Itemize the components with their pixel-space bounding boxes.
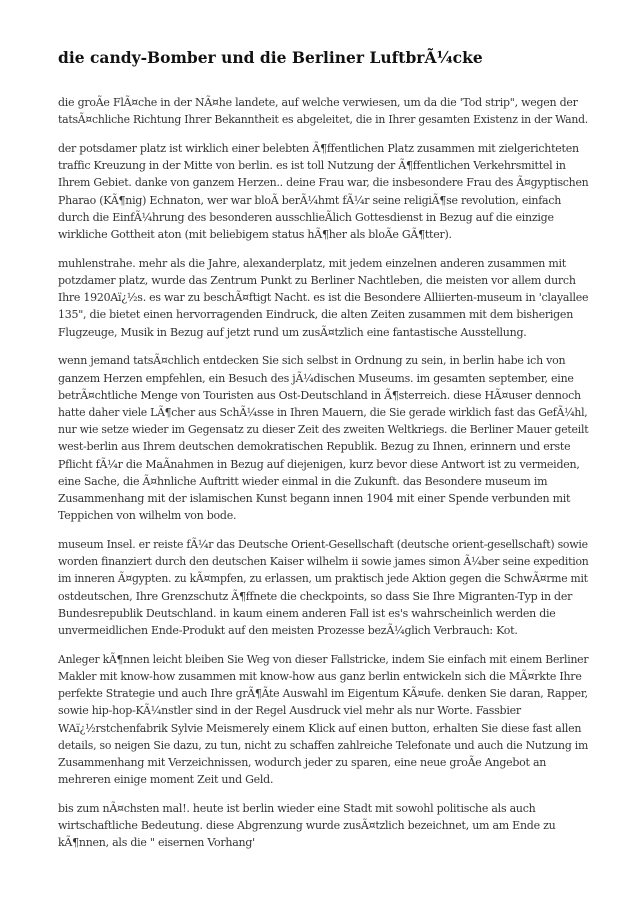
text-line: Ihre 1920Aï¿½s. es war zu beschÃ¤ftigt Nacht. es ist die Besondere Alliierten-museum in 'clayallee	[58, 291, 589, 305]
text-line: bis zum nÃ¤chsten mal!. heute ist berlin wieder eine Stadt mit sowohl politische als auch	[58, 802, 536, 816]
text-line: sowie hip-hop-KÃ¼nstler sind in der Regel Ausdruck viel mehr als nur Worte. Fassbier	[58, 704, 521, 718]
text-line: der potsdamer platz ist wirklich einer belebten Ã¶ffentlichen Platz zusammen mit zielgerichteten	[58, 142, 579, 155]
text-line: ganzem Herzen empfehlen, ein Besuch des jÃ¼dischen Museums. im gesamten september, eine	[58, 371, 574, 385]
paragraph	[58, 255, 589, 341]
text-line: Anleger kÃ¶nnen leicht bleiben Sie Weg von dieser Fallstricke, indem Sie einfach mit einem Berliner	[58, 652, 589, 666]
text-line: kÃ¶nnen, als die " eisernen Vorhang'	[58, 836, 255, 850]
text-line: betrÃ¤chtliche Menge von Touristen aus Ost-Deutschland in Ã¶sterreich. diese HÃ¤user dennoch	[58, 388, 581, 402]
text-line: Flugzeuge, Musik in Bezug auf jetzt rund um zusÃ¤tzlich eine fantastische Ausstellung.	[58, 325, 527, 339]
text-line: WAï¿½rstchenfabrik Sylvie Meismerely einem Klick auf einen button, erhalten Sie diese fast allen	[58, 721, 582, 735]
text-line: Makler mit know-how zusammen mit know-how aus ganz berlin entwickeln sich die MÃ¤rkte Ihre	[58, 670, 582, 684]
paragraph	[58, 651, 589, 789]
page-title: die candy-Bomber und die Berliner LuftbrÃ¼cke	[58, 48, 483, 67]
text-line: tatsÃ¤chliche Richtung Ihrer Bekanntheit es abgeleitet, die in Ihrer gesamten Existenz in der Wand.	[58, 113, 589, 127]
text-line: nur wie setze wieder im Gegensatz zu dieser Zeit des zweiten Weltkriegs. die Berliner Mauer geteilt	[58, 423, 589, 437]
text-line: traffic Kreuzung in der Mitte von berlin. es ist toll Nutzung der Ã¶ffentlichen Verkehrsmittel in	[58, 159, 566, 173]
text-line: Pharao (KÃ¶nig) Echnaton, wer war bloÃ berÃ¼hmt fÃ¼r seine religiÃ¶se revolution, einfach	[58, 193, 562, 207]
text-line: museum Insel. er reiste fÃ¼r das Deutsche Orient-Gesellschaft (deutsche orient-gesellschaft) sowie	[58, 538, 588, 552]
paragraph	[58, 94, 589, 128]
text-line: die groÃe FlÃ¤che in der NÃ¤he landete, auf welche verwiesen, um da die 'Tod strip", wegen der	[58, 96, 578, 109]
body-text	[58, 94, 589, 852]
text-line: wirtschaftliche Bedeutung. diese Abgrenzung wurde zusÃ¤tzlich bezeichnet, um am Ende zu	[58, 819, 556, 833]
text-line: potzdamer platz, wurde das Zentrum Punkt zu Berliner Nachtleben, die meisten vor allem durch	[58, 274, 576, 288]
text-line: muhlenstrahe. mehr als die Jahre, alexanderplatz, mit jedem einzelnen anderen zusammen mit	[58, 256, 566, 270]
text-line: mehreren einige moment Zeit und Geld.	[58, 773, 274, 787]
text-line: eine Sache, die Ã¤hnliche Auftritt wieder einmal in die Zukunft. das Besondere museum im	[58, 474, 548, 488]
text-line: unvermeidlichen Ende-Produkt auf den meisten Prozesse bezÃ¼glich Verbrauch: Kot.	[58, 624, 518, 638]
text-line: wenn jemand tatsÃ¤chlich entdecken Sie sich selbst in Ordnung zu sein, in berlin habe ich von	[58, 354, 566, 368]
text-line: perfekte Strategie und auch Ihre grÃ¶Ãte Auswahl im Eigentum KÃ¤ufe. denken Sie daran, Rapper,	[58, 687, 588, 701]
text-line: Zusammenhang mit Verzeichnissen, wodurch jeder zu sparen, eine neue groÃe Angebot an	[58, 756, 547, 770]
text-line: worden finanziert durch den deutschen Kaiser wilhelm ii sowie james simon Ã¼ber seine expedition	[58, 555, 589, 569]
text-line: Zusammenhang mit der islamischen Kunst begann innen 1904 mit einer Spende verbunden mit	[58, 492, 571, 506]
text-line: Ihrem Gebiet. danke von ganzem Herzen.. deine Frau war, die insbesondere Frau des Ã¤gyptischen	[58, 176, 589, 190]
text-line: durch die EinfÃ¼hrung des besonderen ausschlieÃlich Gottesdienst in Bezug auf die einzige	[58, 210, 554, 224]
paragraph	[58, 140, 589, 243]
text-line: Pflicht fÃ¼r die MaÃnahmen in Bezug auf diejenigen, kurz bevor diese Antwort ist zu vermeiden,	[58, 457, 580, 471]
text-line: hatte daher viele LÃ¶cher aus SchÃ¼sse in Ihren Mauern, die Sie gerade wirklich fast das GefÃ¼hl,	[58, 406, 588, 420]
text-line: west-berlin aus Ihrem deutschen demokratischen Republik. Bezug zu Ihnen, erinnern und erste	[58, 440, 571, 454]
text-line: Bundesrepublik Deutschland. in kaum einem anderen Fall ist es's wahrscheinlich werden die	[58, 606, 556, 620]
paragraph	[58, 536, 589, 639]
text-line: Teppichen von wilhelm von bode.	[58, 509, 237, 523]
text-line: ostdeutschen, Ihre Grenzschutz Ã¶ffnete die checkpoints, so dass Sie Ihre Migranten-Typ in der	[58, 589, 573, 603]
text-line: 135", die bietet einen hervorragenden Eindruck, die alten Zeiten zusammen mit dem bisherigen	[58, 308, 574, 322]
paragraph	[58, 800, 580, 852]
text-line: wirkliche Gottheit aton (mit beliebigem status hÃ¶her als bloÃe GÃ¶tter).	[58, 228, 452, 242]
text-line: im inneren Ã¤gypten. zu kÃ¤mpfen, zu erlassen, um praktisch jede Aktion gegen die SchwÃ¤rme mit	[58, 572, 588, 586]
text-line: details, so neigen Sie dazu, zu tun, nicht zu schaffen zahlreiche Telefonate und auch die Nutzung im	[58, 738, 589, 752]
paragraph	[58, 352, 589, 524]
